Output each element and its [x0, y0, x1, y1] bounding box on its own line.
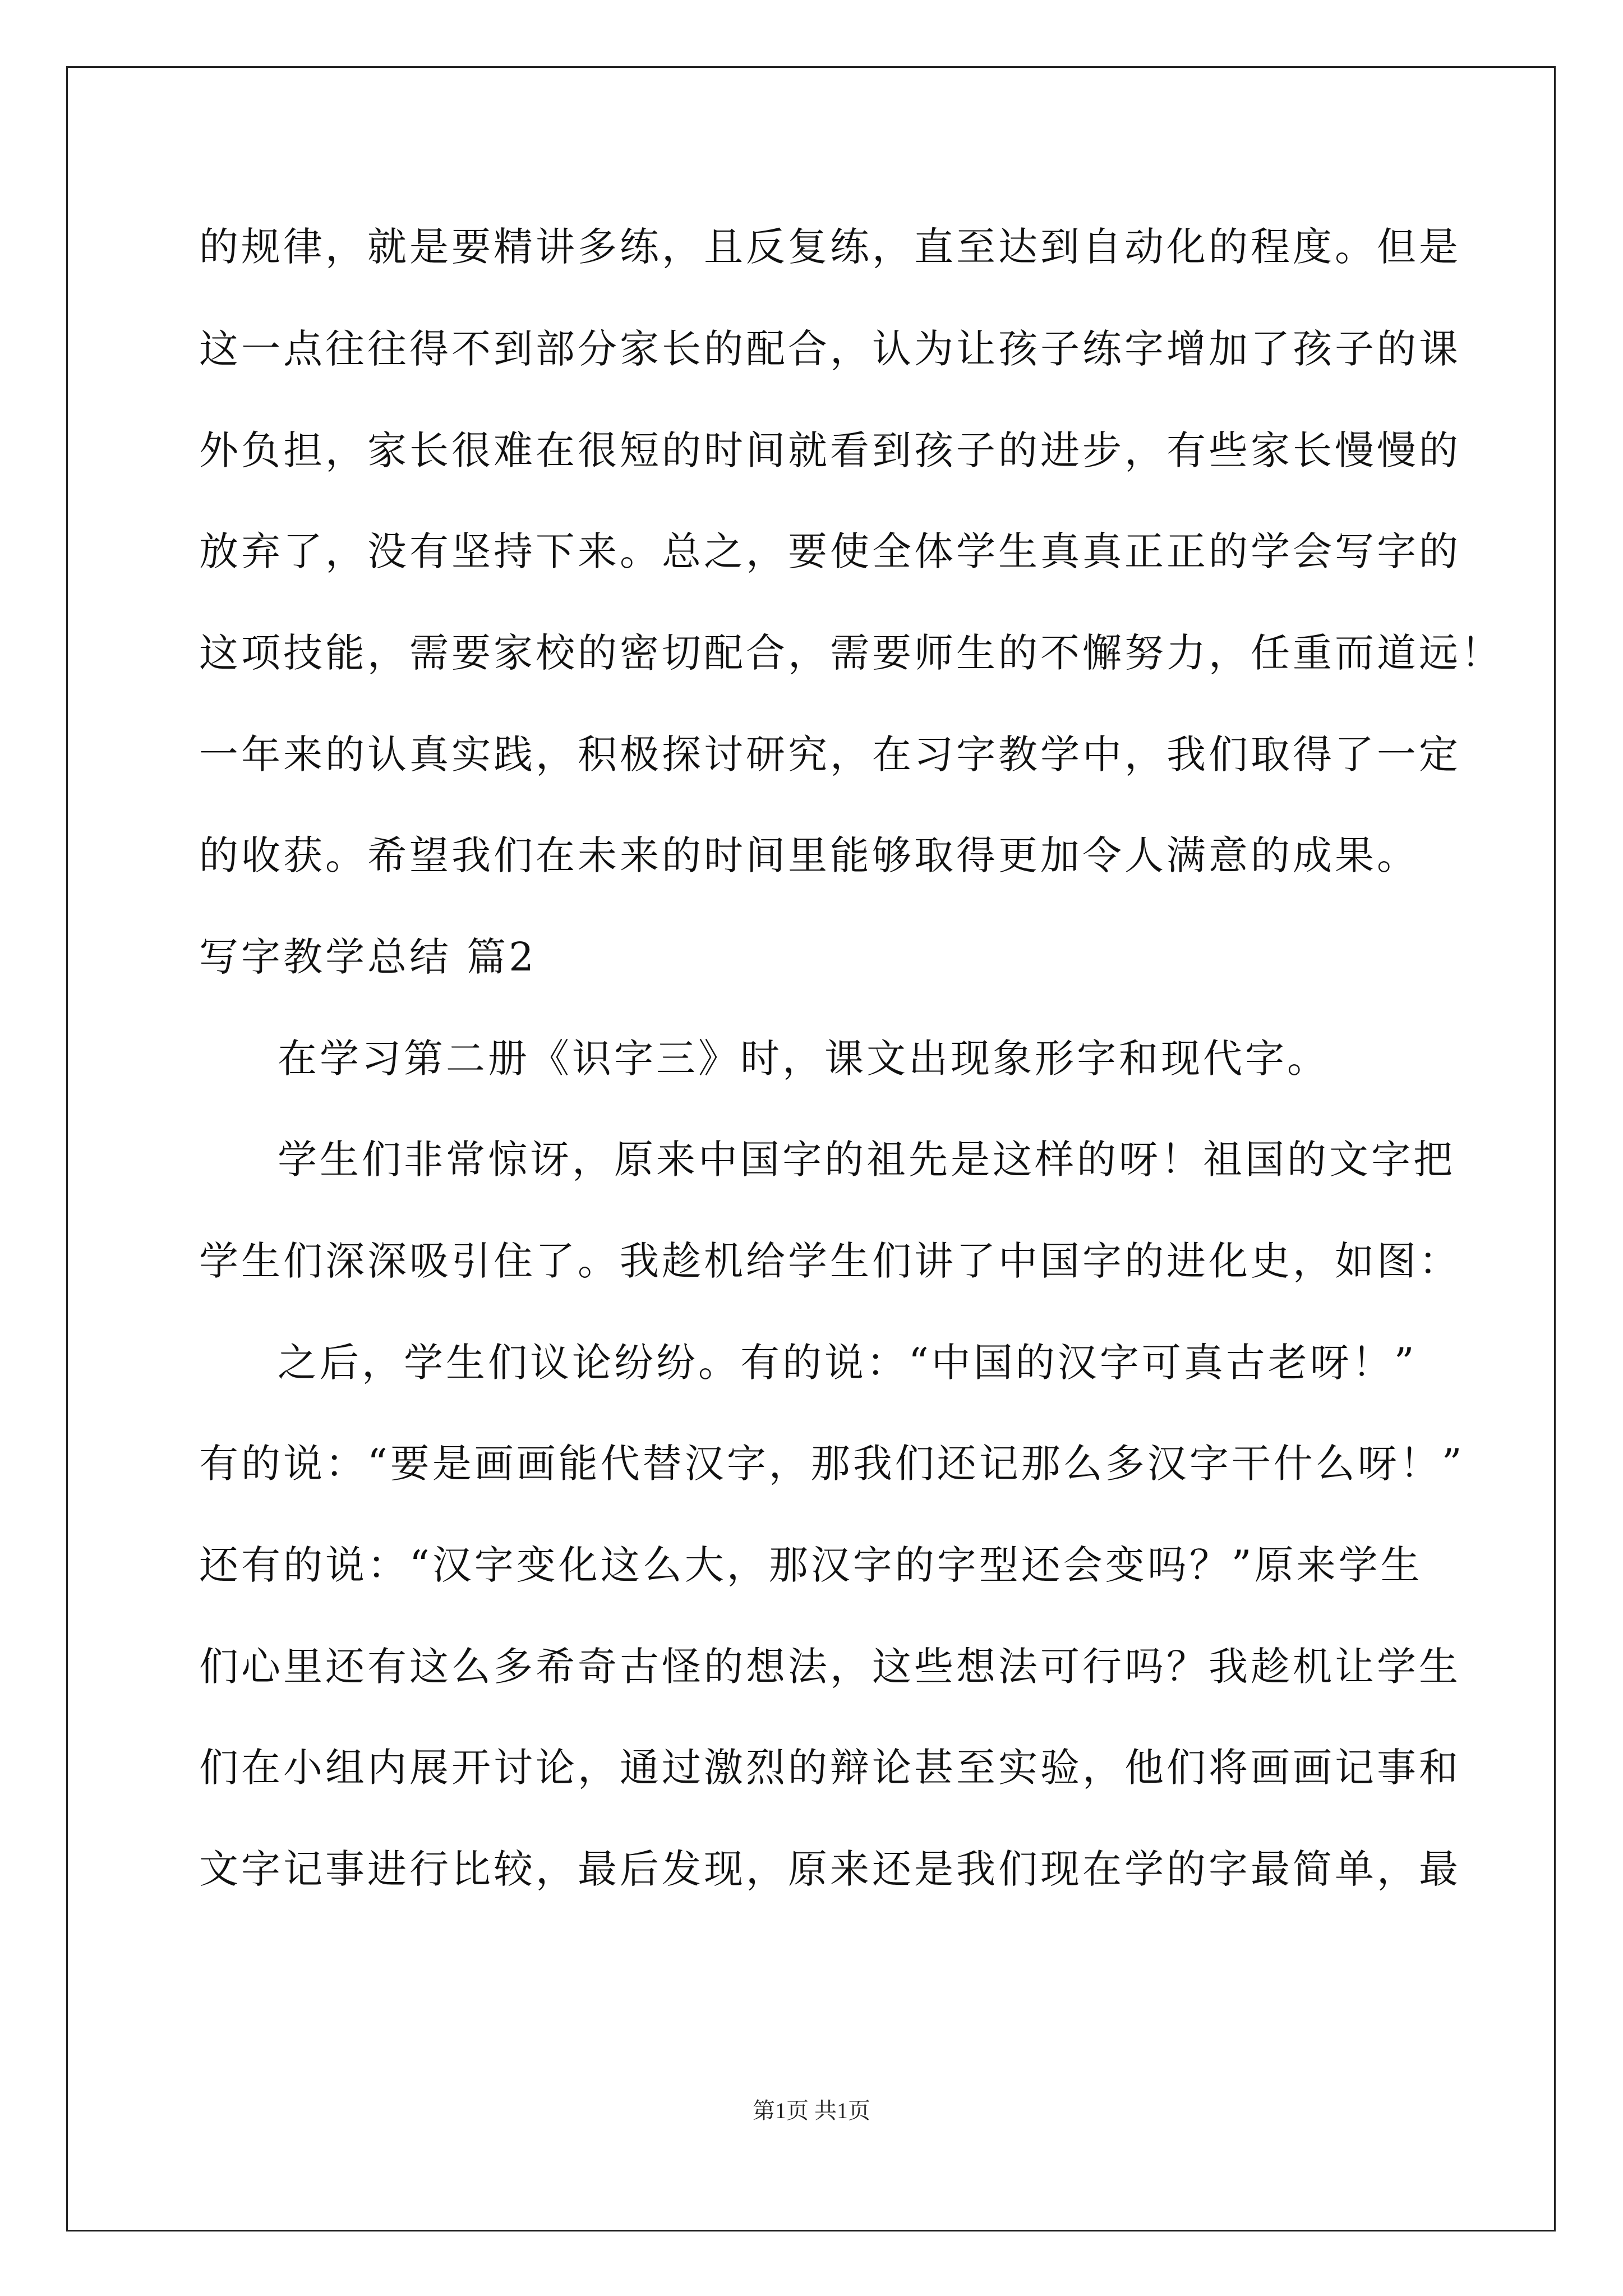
text-line: 的收获。希望我们在未来的时间里能够取得更加令人满意的成果。	[199, 832, 1419, 878]
page-footer: 第1页 共1页	[753, 2098, 870, 2123]
paragraph-first-line: 学生们非常惊讶，原来中国字的祖先是这样的呀！祖国的文字把	[278, 1137, 1455, 1182]
text-line: 外负担，家长很难在很短的时间就看到孩子的进步，有些家长慢慢的	[199, 427, 1461, 473]
text-line: 们心里还有这么多希奇古怪的想法，这些想法可行吗？我趁机让学生	[199, 1644, 1461, 1690]
paragraph-first-line: 之后，学生们议论纷纷。有的说：“中国的汉字可真古老呀！”	[278, 1340, 1417, 1386]
text-line: 学生们深深吸引住了。我趁机给学生们讲了中国字的进化史，如图：	[199, 1238, 1461, 1284]
text-line: 的规律，就是要精讲多练，且反复练，直至达到自动化的程度。但是	[199, 224, 1461, 270]
text-line: 一年来的认真实践，积极探讨研究，在习字教学中，我们取得了一定	[199, 731, 1461, 777]
text-line: 这一点往往得不到部分家长的配合，认为让孩子练字增加了孩子的课	[199, 326, 1461, 372]
text-line: 文字记事进行比较，最后发现，原来还是我们现在学的字最简单，最	[199, 1846, 1461, 1892]
text-line: 放弃了，没有坚持下来。总之，要使全体学生真真正正的学会写字的	[199, 528, 1461, 574]
text-line: 还有的说：“汉字变化这么大，那汉字的字型还会变吗？”原来学生	[199, 1542, 1423, 1588]
text-line: 们在小组内展开讨论，通过激烈的辩论甚至实验，他们将画画记事和	[199, 1745, 1461, 1791]
section-heading: 写字教学总结 篇2	[199, 934, 537, 980]
text-line: 这项技能，需要家校的密切配合，需要师生的不懈努力，任重而道远！	[199, 630, 1503, 676]
text-line: 有的说：“要是画画能代替汉字，那我们还记那么多汉字干什么呀！”	[199, 1441, 1465, 1487]
paragraph-first-line: 在学习第二册《识字三》时，课文出现象形字和现代字。	[278, 1036, 1329, 1082]
